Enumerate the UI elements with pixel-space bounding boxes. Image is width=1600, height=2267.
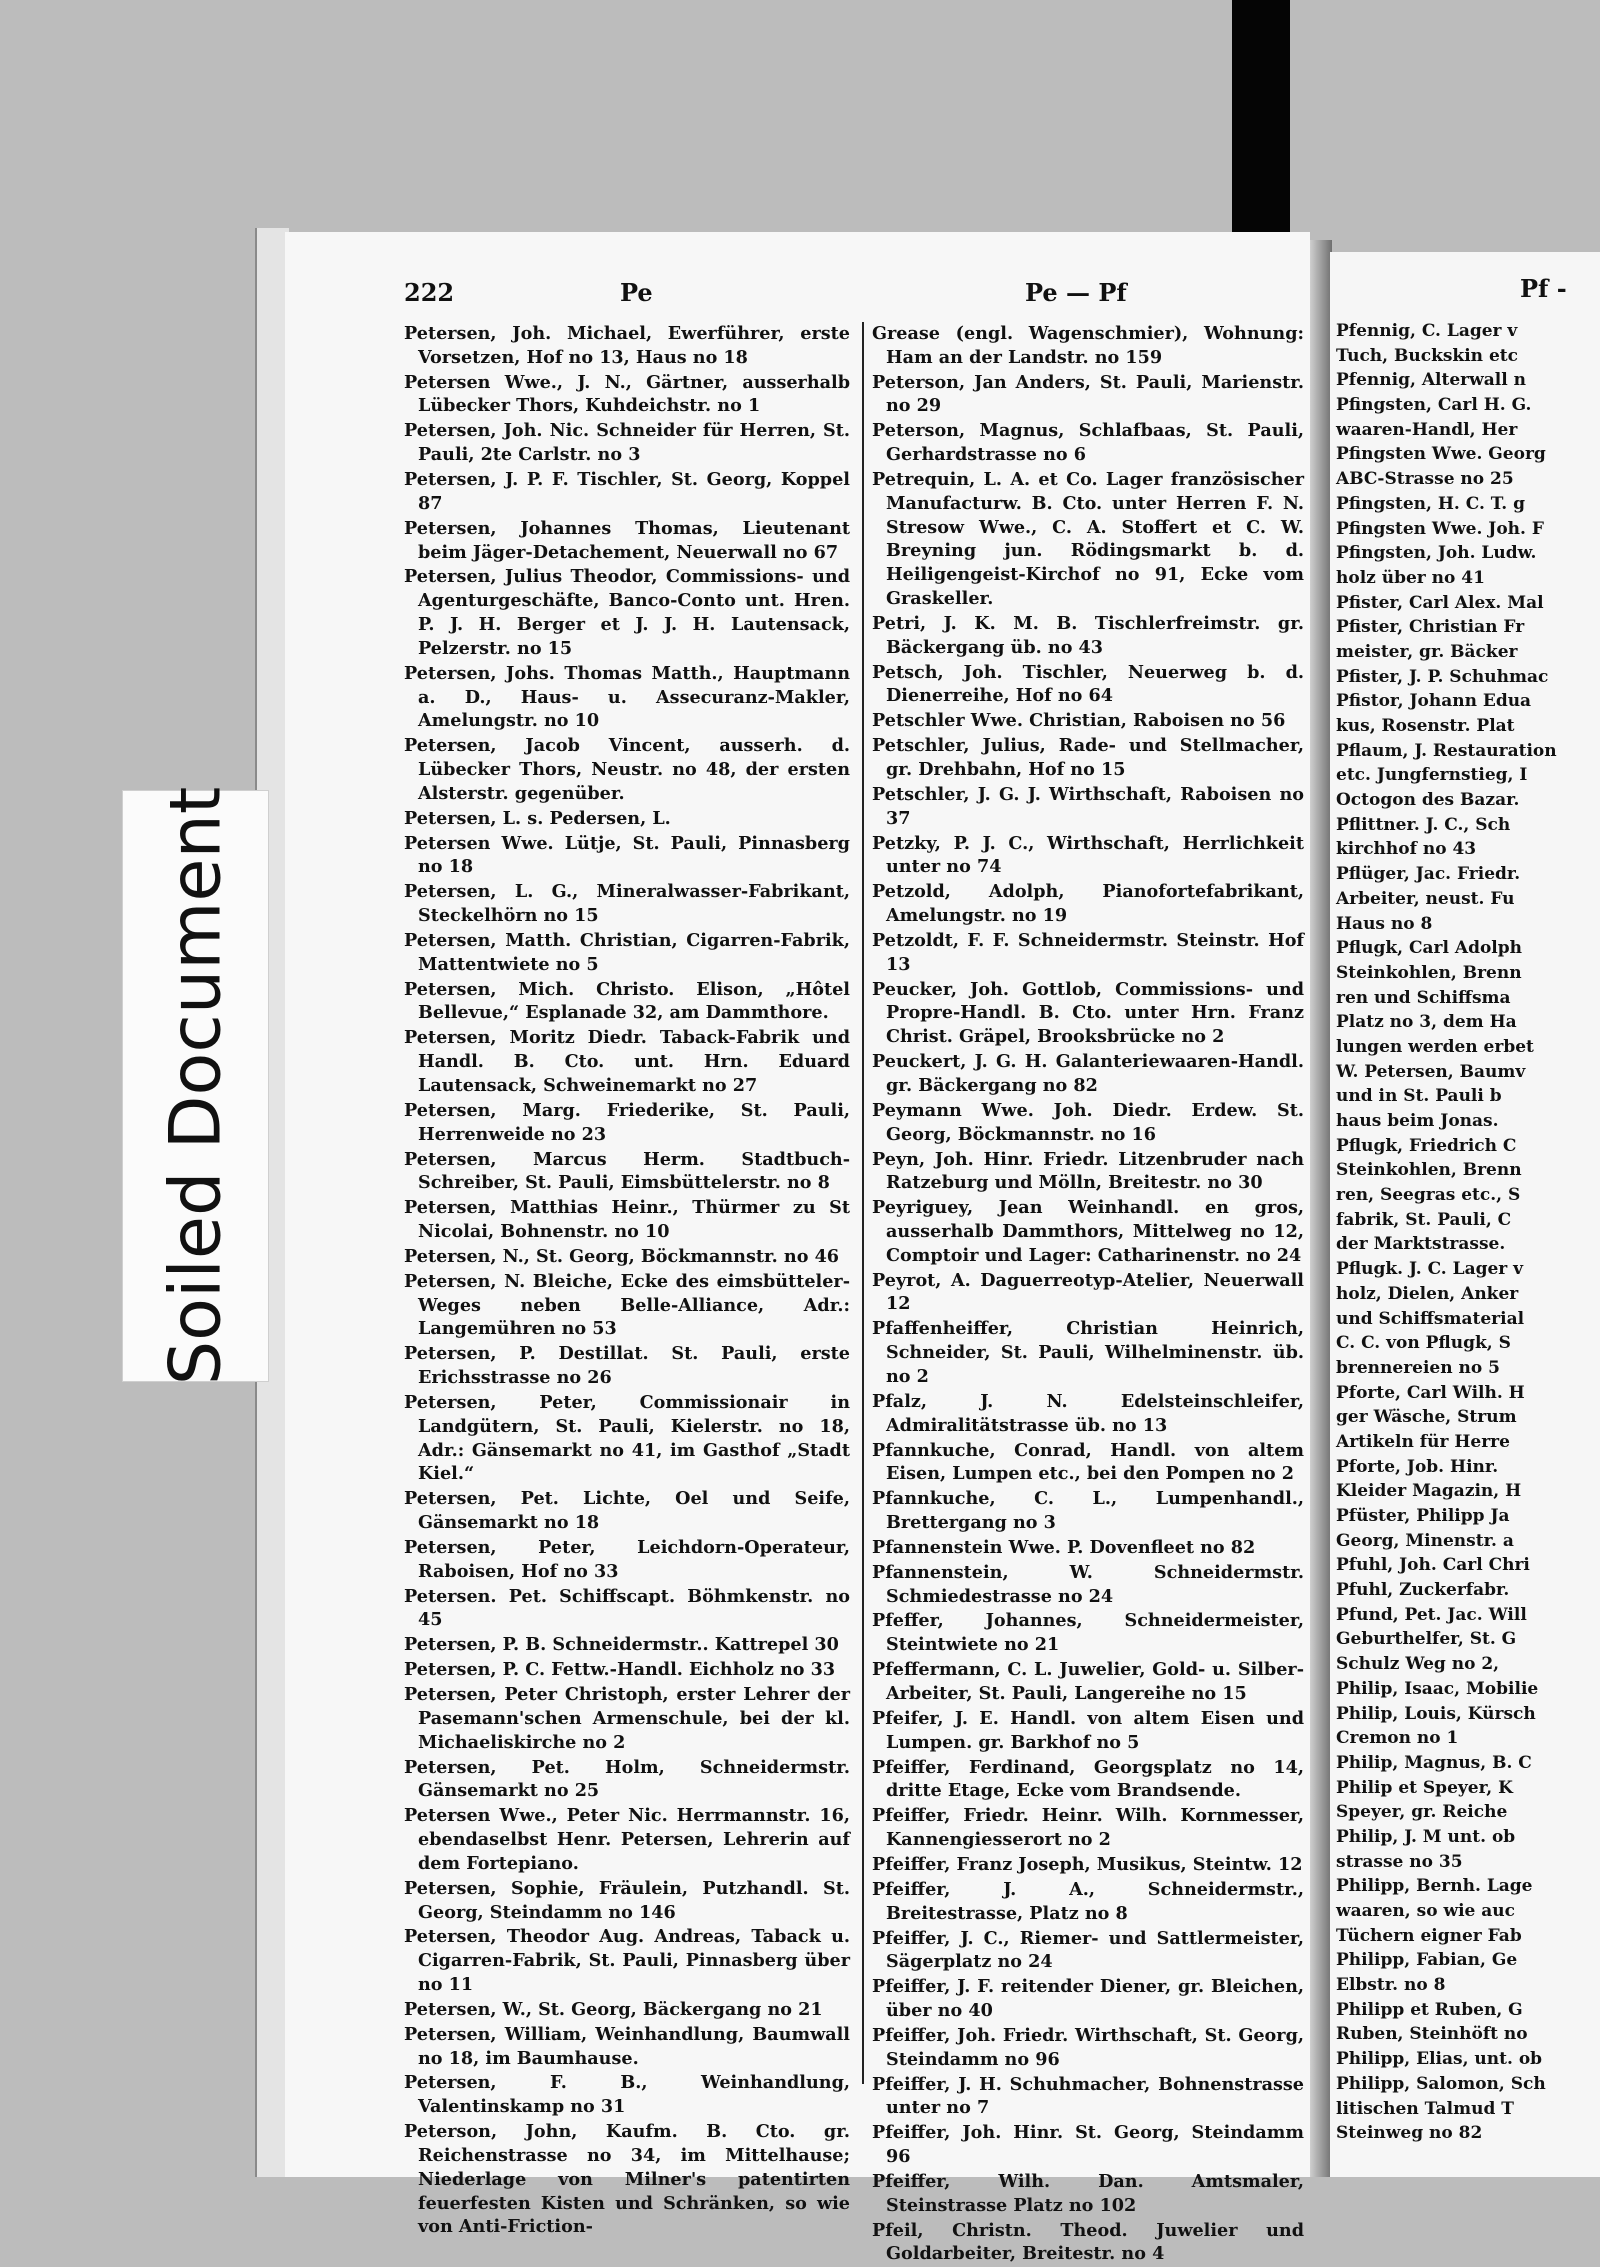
adjacent-page-line: Pflugk, Carl Adolph [1336, 938, 1523, 959]
adjacent-page-line: Philipp, Bernh. Lage [1336, 1876, 1533, 1897]
adjacent-page-line: und Schiffsmaterial [1336, 1308, 1525, 1329]
left-column [404, 322, 850, 2240]
adjacent-page-line: holz über no 41 [1336, 567, 1485, 588]
adjacent-page-line: Pforte, Job. Hinr. [1336, 1456, 1499, 1477]
directory-entry: Petersen, William, Weinhandlung, Baumwall no 18, im Baumhause. [404, 2023, 850, 2069]
adjacent-page-line: Philip et Speyer, K [1336, 1777, 1513, 1798]
adjacent-page-header: Pf - [1520, 274, 1567, 303]
directory-entry: Petersen, Peter, Commissionair in Landgütern, St. Pauli, Kielerstr. no 18, Adr.: Gänsemarkt no 41, im Gasthof „Stadt Kiel.“ [404, 1391, 850, 1485]
adjacent-page-line: Pfuhl, Joh. Carl Chri [1336, 1555, 1530, 1576]
adjacent-page-line: Georg, Minenstr. a [1336, 1530, 1514, 1551]
black-index-tab [1232, 0, 1290, 258]
directory-entry: Petersen, Marg. Friederike, St. Pauli, Herrenweide no 23 [404, 1099, 850, 1145]
directory-entry: Pfannenstein Wwe. P. Dovenfleet no 82 [872, 1536, 1256, 1558]
directory-entry: Peyriguey, Jean Weinhandl. en gros, ausserhalb Dammthors, Mittelweg no 12, Comptoir und Lager: Catharinenstr. no 24 [872, 1197, 1304, 1266]
adjacent-page-line: litischen Talmud T [1336, 2098, 1514, 2119]
directory-entry: Petersen, P. Destillat. St. Pauli, erste Erichsstrasse no 26 [404, 1343, 850, 1389]
adjacent-page-column [1336, 320, 1600, 2147]
soiled-document-label [122, 786, 269, 1386]
directory-entry: Petersen, P. B. Schneidermstr.. Kattrepel 30 [404, 1634, 839, 1656]
directory-entry: Petschler, J. G. J. Wirthschaft, Raboisen no 37 [872, 783, 1304, 829]
directory-entry: Petersen, Jacob Vincent, ausserh. d. Lübecker Thors, Neustr. no 48, der ersten Alsterstr. gegenüber. [404, 735, 850, 804]
adjacent-page-line: Pfistor, Johann Edua [1336, 691, 1532, 712]
adjacent-page-line: Geburthelfer, St. G [1336, 1629, 1517, 1650]
directory-entry: Petersen, Moritz Diedr. Taback-Fabrik und Handl. B. Cto. unt. Hrn. Eduard Lautensack, Schweinemarkt no 27 [404, 1027, 850, 1096]
adjacent-page-line: Haus no 8 [1336, 913, 1433, 934]
directory-entry: Petersen, Joh. Nic. Schneider für Herren, St. Pauli, 2te Carlstr. no 3 [404, 420, 850, 466]
page-header-right: Pe — Pf [1025, 278, 1127, 307]
directory-entry: Petersen, Johs. Thomas Matth., Hauptmann a. D., Haus- u. Assecuranz-Makler, Amelungstr. no 10 [404, 662, 850, 732]
directory-entry: Pfeffer, Johannes, Schneidermeister, Steintwiete no 21 [872, 1610, 1304, 1656]
directory-entry: Pfeiffer, Joh. Friedr. Wirthschaft, St. Georg, Steindamm no 96 [872, 2024, 1304, 2070]
adjacent-page-line: meister, gr. Bäcker [1336, 641, 1518, 662]
directory-entry: Petersen. Pet. Schiffscapt. Böhmkenstr. no 45 [404, 1585, 850, 1631]
directory-entry: Petschler Wwe. Christian, Raboisen no 56 [872, 710, 1286, 732]
directory-entry: Petzoldt, F. F. Schneidermstr. Steinstr. Hof 13 [872, 929, 1304, 975]
directory-entry: Petersen, L. G., Mineralwasser-Fabrikant, Steckelhörn no 15 [404, 881, 850, 927]
directory-entry: Pfeil, Christn. Theod. Juwelier und Goldarbeiter, Breitestr. no 4 [872, 2219, 1304, 2265]
adjacent-page-line: strasse no 35 [1336, 1851, 1463, 1872]
directory-entry: Pfeiffer, Wilh. Dan. Amtsmaler, Steinstrasse Platz no 102 [872, 2170, 1304, 2216]
adjacent-page-line: Pflaum, J. Restauration [1336, 740, 1557, 761]
adjacent-page-line: Pfund, Pet. Jac. Will [1336, 1604, 1527, 1625]
directory-entry: Petersen, P. C. Fettw.-Handl. Eichholz no 33 [404, 1659, 836, 1681]
directory-entry: Pfeiffer, J. C., Riemer- und Sattlermeister, Sägerplatz no 24 [872, 1927, 1304, 1973]
directory-entry: Petersen, Pet. Holm, Schneidermstr. Gänsemarkt no 25 [404, 1756, 850, 1802]
adjacent-page-line: Speyer, gr. Reiche [1336, 1802, 1508, 1823]
directory-entry: Petersen Wwe. Lütje, St. Pauli, Pinnasberg no 18 [404, 832, 850, 878]
directory-entry: Petersen, Matth. Christian, Cigarren-Fabrik, Mattentwiete no 5 [404, 929, 850, 975]
directory-entry: Pfeiffer, J. F. reitender Diener, gr. Bleichen, über no 40 [872, 1976, 1304, 2021]
adjacent-page-line: holz, Dielen, Anker [1336, 1283, 1519, 1304]
directory-entry: Pfannenstein, W. Schneidermstr. Schmiedestrasse no 24 [872, 1561, 1304, 1607]
adjacent-page [1330, 252, 1600, 2177]
adjacent-page-line: lungen werden erbet [1336, 1036, 1534, 1057]
directory-entry: Pfeiffer, Joh. Hinr. St. Georg, Steindamm 96 [872, 2122, 1304, 2168]
adjacent-page-line: Pflüger, Jac. Friedr. [1336, 864, 1521, 885]
adjacent-page-line: Pfister, J. P. Schuhmac [1336, 666, 1549, 687]
directory-entry: Peyrot, A. Daguerreotyp-Atelier, Neuerwall 12 [872, 1269, 1304, 1315]
directory-entry: Pfeiffer, J. H. Schuhmacher, Bohnenstrasse unter no 7 [872, 2073, 1304, 2119]
adjacent-page-line: Philipp, Salomon, Sch [1336, 2073, 1546, 2094]
soiled-document-text: Soiled Document [154, 786, 237, 1386]
directory-entry: Petersen, L. s. Pedersen, L. [404, 807, 671, 829]
adjacent-page-line: waaren-Handl, Her [1336, 419, 1518, 440]
right-column [872, 322, 1304, 2267]
directory-entry: Pfeiffer, J. A., Schneidermstr., Breitestrasse, Platz no 8 [872, 1878, 1304, 1924]
adjacent-page-line: und in St. Pauli b [1336, 1086, 1502, 1107]
directory-entry: Petzky, P. J. C., Wirthschaft, Herrlichkeit unter no 74 [872, 832, 1304, 878]
adjacent-page-line: ren und Schiffsma [1336, 987, 1511, 1008]
book-gutter [1310, 240, 1332, 2177]
adjacent-page-line: der Marktstrasse. [1336, 1234, 1506, 1255]
directory-entry: Pfeffermann, C. L. Juwelier, Gold- u. Silber-Arbeiter, St. Pauli, Langereihe no 15 [872, 1659, 1304, 1704]
page-number: 222 [404, 278, 455, 307]
directory-entry: Petersen, W., St. Georg, Bäckergang no 21 [404, 1998, 823, 2020]
directory-entry: Pfalz, J. N. Edelsteinschleifer, Admiralitätstrasse üb. no 13 [872, 1390, 1304, 1436]
adjacent-page-line: fabrik, St. Pauli, C [1336, 1209, 1512, 1230]
adjacent-page-line: kirchhof no 43 [1336, 839, 1477, 860]
adjacent-page-line: Philip, Magnus, B. C [1336, 1752, 1532, 1773]
adjacent-page-line: Steinkohlen, Brenn [1336, 962, 1522, 983]
adjacent-page-line: Pfüster, Philipp Ja [1336, 1506, 1510, 1526]
adjacent-page-line: Tüchern eigner Fab [1336, 1925, 1522, 1946]
adjacent-page-line: Philipp, Fabian, Ge [1336, 1950, 1518, 1971]
adjacent-page-line: Philip, Louis, Kürsch [1336, 1703, 1536, 1724]
adjacent-page-line: Pflittner. J. C., Sch [1336, 814, 1511, 835]
adjacent-page-line: Pfuhl, Zuckerfabr. [1336, 1580, 1510, 1601]
adjacent-page-line: Pfingsten, Carl H. G. [1336, 395, 1532, 416]
directory-entry: Peymann Wwe. Joh. Diedr. Erdew. St. Georg, Böckmannstr. no 16 [872, 1099, 1304, 1145]
adjacent-page-line: W. Petersen, Baumv [1336, 1061, 1526, 1082]
adjacent-page-line: Pfister, Christian Fr [1336, 617, 1525, 638]
directory-entry: Petersen, Sophie, Fräulein, Putzhandl. St. Georg, Steindamm no 146 [404, 1877, 850, 1923]
adjacent-page-line: Steinweg no 82 [1336, 2123, 1483, 2144]
adjacent-page-line: ABC-Strasse no 25 [1336, 469, 1514, 490]
adjacent-page-line: Philip, J. M unt. ob [1336, 1826, 1516, 1847]
adjacent-page-line: Pfingsten Wwe. Georg [1336, 444, 1546, 465]
adjacent-page-line: Philip, Isaac, Mobilie [1336, 1678, 1539, 1699]
adjacent-page-line: Kleider Magazin, H [1336, 1481, 1522, 1502]
adjacent-page-line: Steinkohlen, Brenn [1336, 1160, 1522, 1181]
column-divider [862, 322, 864, 2084]
directory-entry: Grease (engl. Wagenschmier), Wohnung: Ham an der Landstr. no 159 [872, 323, 1304, 368]
directory-entry: Petri, J. K. M. B. Tischlerfreimstr. gr. Bäckergang üb. no 43 [872, 612, 1304, 658]
adjacent-page-line: Platz no 3, dem Ha [1336, 1012, 1517, 1033]
directory-entry: Peuckert, J. G. H. Galanteriewaaren-Handl. gr. Bäckergang no 82 [872, 1051, 1304, 1096]
directory-entry: Petersen, N. Bleiche, Ecke des eimsbütteler-Weges neben Belle-Alliance, Adr.: Langemühren no 53 [404, 1270, 850, 1340]
adjacent-page-line: Pforte, Carl Wilh. H [1336, 1382, 1525, 1403]
adjacent-page-line: C. C. von Pflugk, S [1336, 1333, 1511, 1354]
adjacent-page-line: Artikeln für Herre [1336, 1431, 1510, 1452]
directory-entry: Peterson, John, Kaufm. B. Cto. gr. Reichenstrasse no 34, im Mittelhause; Niederlage von Milner's patentirten feuerfesten Kisten und Schränken, so wie von Anti-Friction- [404, 2121, 850, 2238]
adjacent-page-line: haus beim Jonas. [1336, 1111, 1499, 1131]
directory-entry: Petersen, Peter, Leichdorn-Operateur, Raboisen, Hof no 33 [404, 1536, 850, 1582]
directory-entry: Petzold, Adolph, Pianofortefabrikant, Amelungstr. no 19 [872, 881, 1304, 927]
directory-entry: Peucker, Joh. Gottlob, Commissions- und Propre-Handl. B. Cto. unter Hrn. Franz Christ. Gräpel, Brooksbrücke no 2 [872, 978, 1304, 1048]
adjacent-page-line: waaren, so wie auc [1336, 1901, 1516, 1921]
adjacent-page-line: Pfister, Carl Alex. Mal [1336, 592, 1544, 613]
adjacent-page-line: Schulz Weg no 2, [1336, 1654, 1500, 1675]
adjacent-page-line: Arbeiter, neust. Fu [1336, 888, 1515, 909]
directory-entry: Petersen, Theodor Aug. Andreas, Taback u. Cigarren-Fabrik, St. Pauli, Pinnasberg über no 11 [404, 1926, 850, 1995]
directory-entry: Petersen, N., St. Georg, Böckmannstr. no 46 [404, 1245, 840, 1267]
adjacent-page-line: Octogon des Bazar. [1336, 790, 1520, 811]
directory-entry: Petersen, Peter Christoph, erster Lehrer der Pasemann'schen Armenschule, bei der kl. Michaeliskirche no 2 [404, 1684, 850, 1753]
directory-entry: Petersen, Mich. Christo. Elison, „Hôtel Bellevue,“ Esplanade 32, am Dammthore. [404, 978, 850, 1024]
adjacent-page-line: kus, Rosenstr. Plat [1336, 716, 1515, 736]
adjacent-page-line: Pfennig, Alterwall n [1336, 370, 1526, 391]
adjacent-page-line: etc. Jungfernstieg, I [1336, 765, 1528, 786]
adjacent-page-line: Philipp, Elias, unt. ob [1336, 2049, 1543, 2070]
adjacent-page-line: Philipp et Ruben, G [1336, 1999, 1523, 2020]
directory-entry: Petersen, Marcus Herm. Stadtbuch-Schreiber, St. Pauli, Eimsbüttelerstr. no 8 [404, 1148, 850, 1194]
directory-entry: Petersen, Pet. Lichte, Oel und Seife, Gänsemarkt no 18 [404, 1488, 850, 1534]
adjacent-page-line: Tuch, Buckskin etc [1336, 345, 1518, 366]
directory-entry: Petrequin, L. A. et Co. Lager französischer Manufacturw. B. Cto. unter Herren F. N. Stresow Wwe., C. A. Stoffert et C. W. Breyning jun. Rödingsmarkt b. d. Heiligengeist-Kirchof no 91, Ecke vom Graskeller. [872, 469, 1304, 610]
directory-entry: Petschler, Julius, Rade- und Stellmacher, gr. Drehbahn, Hof no 15 [872, 735, 1304, 780]
directory-entry: Peterson, Magnus, Schlafbaas, St. Pauli, Gerhardstrasse no 6 [872, 420, 1304, 466]
directory-entry: Peterson, Jan Anders, St. Pauli, Marienstr. no 29 [872, 371, 1304, 417]
adjacent-page-line: Pflugk. J. C. Lager v [1336, 1259, 1524, 1280]
directory-entry: Petsch, Joh. Tischler, Neuerweg b. d. Dienerreihe, Hof no 64 [872, 661, 1304, 707]
directory-entry: Pfannkuche, C. L., Lumpenhandl., Brettergang no 3 [872, 1488, 1304, 1534]
adjacent-page-line: Ruben, Steinhöft no [1336, 2024, 1528, 2045]
adjacent-page-line: Pfennig, C. Lager v [1336, 321, 1518, 341]
directory-entry: Petersen, Johannes Thomas, Lieutenant beim Jäger-Detachement, Neuerwall no 67 [404, 517, 850, 563]
directory-entry: Peyn, Joh. Hinr. Friedr. Litzenbruder nach Ratzeburg und Mölln, Breitestr. no 30 [872, 1148, 1304, 1194]
directory-entry: Pfannkuche, Conrad, Handl. von altem Eisen, Lumpen etc., bei den Pompen no 2 [872, 1439, 1304, 1485]
adjacent-page-line: Elbstr. no 8 [1336, 1975, 1446, 1996]
directory-entry: Petersen, Joh. Michael, Ewerführer, erste Vorsetzen, Hof no 13, Haus no 18 [404, 323, 850, 368]
adjacent-page-line: Pfingsten, Joh. Ludw. [1336, 543, 1537, 564]
adjacent-page-line: Pfingsten Wwe. Joh. F [1336, 518, 1544, 539]
adjacent-page-line: ger Wäsche, Strum [1336, 1407, 1517, 1428]
adjacent-page-line: Pflugk, Friedrich C [1336, 1135, 1517, 1156]
directory-entry: Pfeiffer, Friedr. Heinr. Wilh. Kornmesser, Kannengiesserort no 2 [872, 1805, 1304, 1851]
adjacent-page-line: ren, Seegras etc., S [1336, 1185, 1521, 1206]
directory-entry: Petersen, Matthias Heinr., Thürmer zu St Nicolai, Bohnenstr. no 10 [404, 1197, 850, 1242]
directory-entry: Petersen, F. B., Weinhandlung, Valentinskamp no 31 [404, 2072, 850, 2118]
directory-entry: Petersen, Julius Theodor, Commissions- und Agenturgeschäfte, Banco-Conto unt. Hren. P. J. H. Berger et J. J. H. Lautensack, Pelzerstr. no 15 [404, 566, 850, 659]
adjacent-page-line: Pfingsten, H. C. T. g [1336, 493, 1525, 514]
directory-entry: Pfeifer, J. E. Handl. von altem Eisen und Lumpen. gr. Barkhof no 5 [872, 1707, 1304, 1753]
adjacent-page-line: Cremon no 1 [1336, 1728, 1459, 1749]
adjacent-page-line: brennereien no 5 [1336, 1357, 1500, 1378]
directory-entry: Petersen, J. P. F. Tischler, St. Georg, Koppel 87 [404, 469, 850, 514]
directory-entry: Pfeiffer, Ferdinand, Georgsplatz no 14, dritte Etage, Ecke vom Brandsende. [872, 1756, 1304, 1802]
directory-entry: Pfeiffer, Franz Joseph, Musikus, Steintw. 12 [872, 1853, 1303, 1875]
page-header-center: Pe [620, 278, 653, 307]
directory-entry: Petersen Wwe., Peter Nic. Herrmannstr. 16, ebendaselbst Henr. Petersen, Lehrerin auf dem Fortepiano. [404, 1805, 850, 1874]
directory-entry: Petersen Wwe., J. N., Gärtner, ausserhalb Lübecker Thors, Kuhdeichstr. no 1 [404, 371, 850, 417]
directory-entry: Pfaffenheiffer, Christian Heinrich, Schneider, St. Pauli, Wilhelminenstr. üb. no 2 [872, 1318, 1304, 1387]
